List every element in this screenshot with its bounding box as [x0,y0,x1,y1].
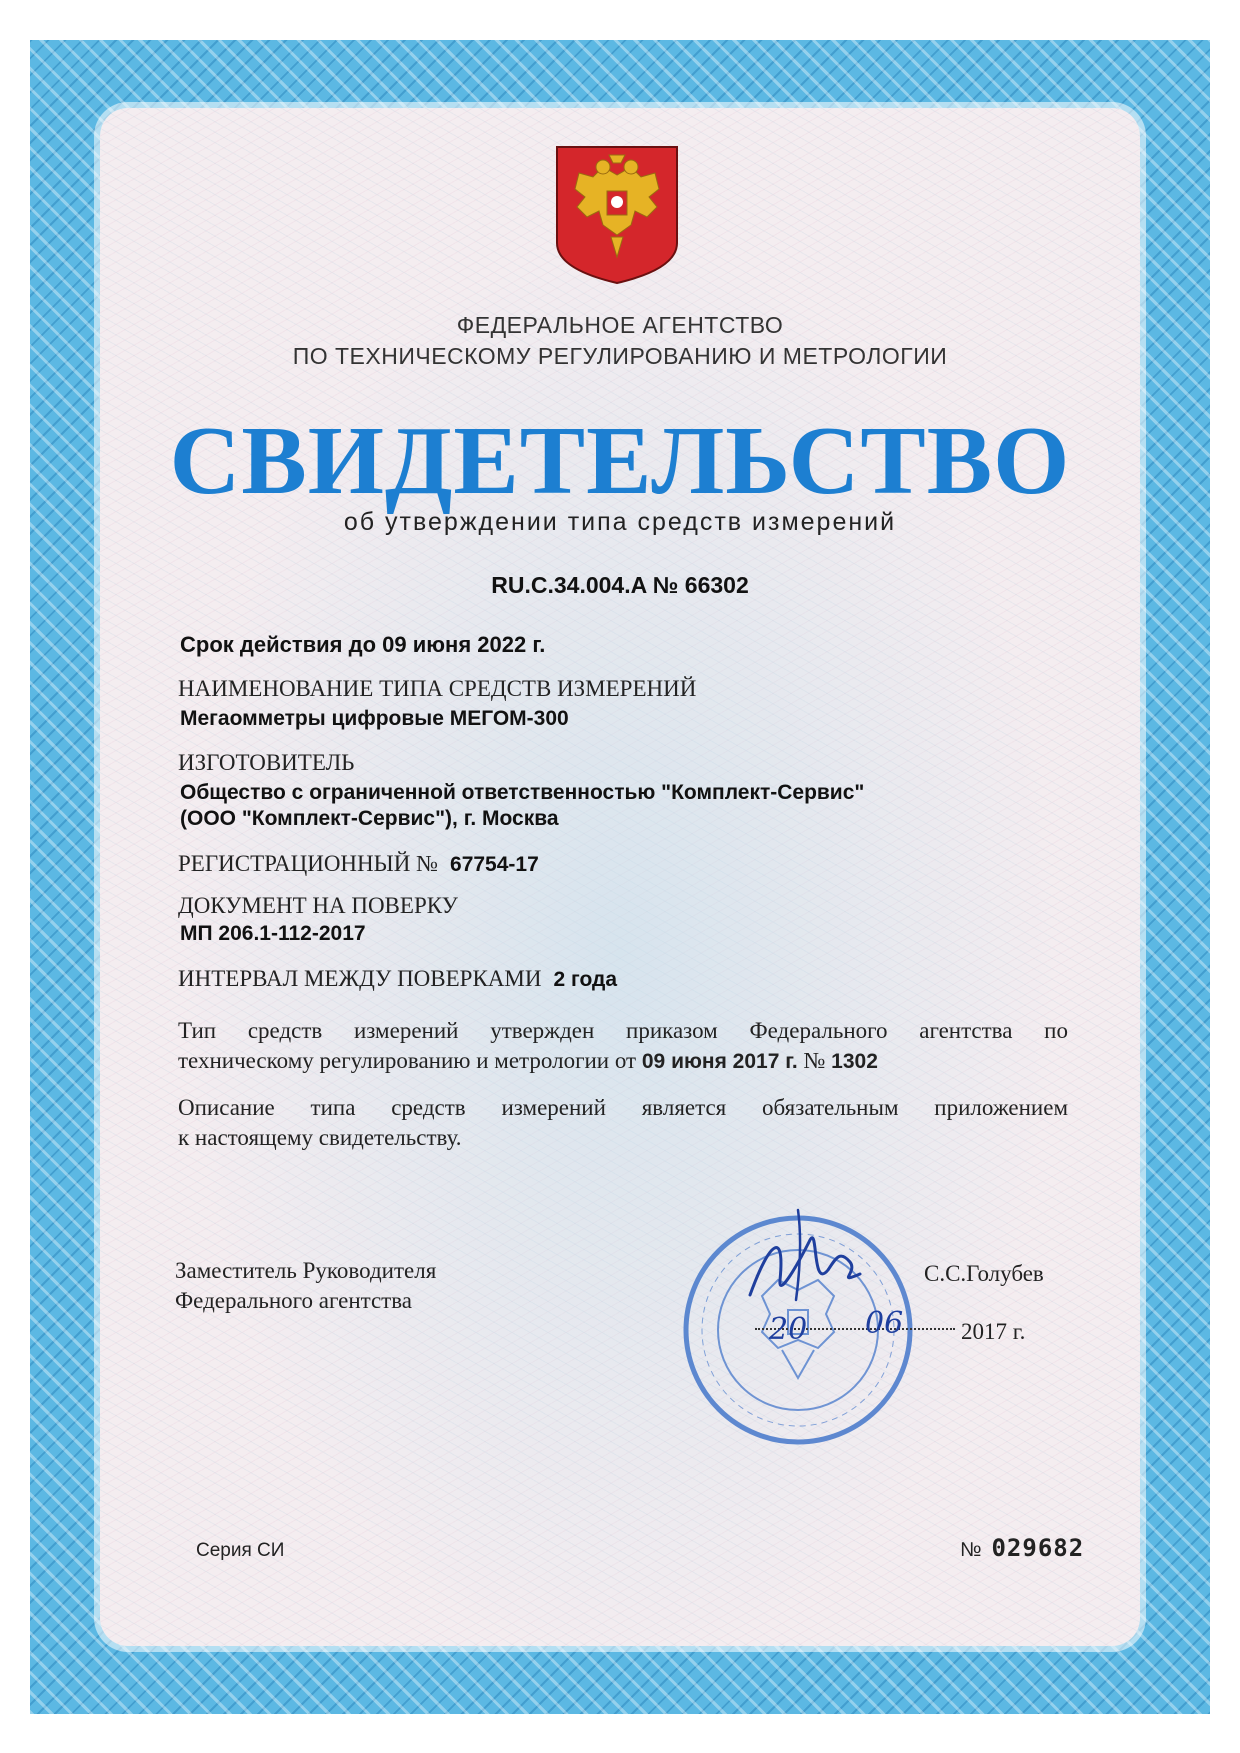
interval-label: ИНТЕРВАЛ МЕЖДУ ПОВЕРКАМИ [178,966,542,991]
registration-row [178,851,539,877]
verification-doc-value: МП 206.1-112-2017 [180,922,366,945]
interval-value: 2 года [553,968,618,991]
approval-order-no-sign: № [803,1048,826,1073]
signatory-name: С.С.Голубев [924,1261,1044,1286]
date-month: 06 [865,1306,904,1341]
manufacturer-label: ИЗГОТОВИТЕЛЬ [178,750,355,775]
date-day: 20 [769,1312,808,1347]
manufacturer-line-1: Общество с ограниченной ответственностью "Комплект-Сервис" [180,781,865,804]
registration-value: 67754-17 [450,853,539,876]
registration-label: РЕГИСТРАЦИОННЫЙ № [178,851,439,876]
approval-line-2 [178,1046,1068,1077]
serial-number-value: 029682 [991,1534,1085,1562]
document-subtitle: об утверждении типа средств измерений [343,508,897,536]
validity-period: Срок действия до 09 июня 2022 г. [180,632,546,657]
interval-row [178,966,617,992]
serial-number-sign: № [960,1539,982,1561]
signatory-title-2: Федерального агентства [175,1288,412,1313]
date-year: 2017 г. [961,1319,1026,1344]
series-label: Серия СИ [196,1540,285,1561]
description-line-2: к настоящему свидетельству. [178,1125,462,1150]
type-name-value: Мегаомметры цифровые МЕГОМ-300 [180,707,569,730]
agency-line-2: ПО ТЕХНИЧЕСКОМУ РЕГУЛИРОВАНИЮ И МЕТРОЛОГИИ [292,343,948,369]
approval-order-date: 09 июня 2017 г. [641,1050,798,1073]
agency-line-1: ФЕДЕРАЛЬНОЕ АГЕНТСТВО [456,312,784,338]
document-title: СВИДЕТЕЛЬСТВО [169,407,1071,515]
manufacturer-line-2: (ООО "Комплект-Сервис"), г. Москва [180,807,559,830]
description-line-1: Описание типа средств измерений является обязательным приложением [178,1095,1068,1120]
type-name-label: НАИМЕНОВАНИЕ ТИПА СРЕДСТВ ИЗМЕРЕНИЙ [178,676,697,701]
serial-number [960,1534,1084,1562]
verification-doc-label: ДОКУМЕНТ НА ПОВЕРКУ [178,893,458,918]
signature-date [755,1306,1075,1358]
signature [740,1200,880,1320]
approval-line-1: Тип средств измерений утвержден приказом Федерального агентства по [178,1018,1068,1043]
signatory-title-1: Заместитель Руководителя [175,1258,437,1283]
coat-of-arms-emblem [555,145,679,285]
certificate-number: RU.C.34.004.A № 66302 [491,572,749,598]
approval-prefix: техническому регулированию и метрологии от [178,1048,637,1073]
approval-order-no: 1302 [831,1050,878,1073]
